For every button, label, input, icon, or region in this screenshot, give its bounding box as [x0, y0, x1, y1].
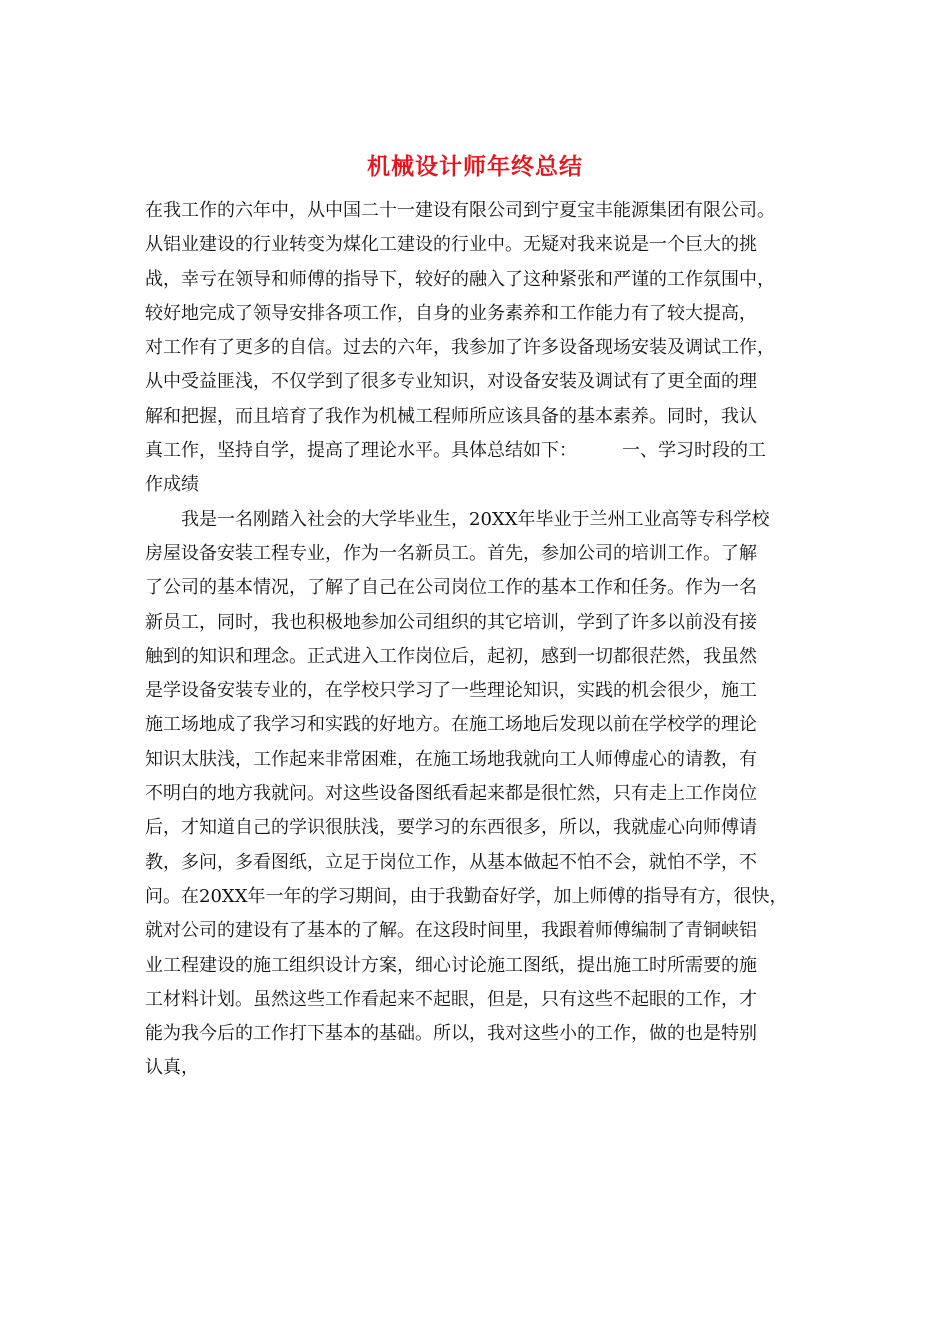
body-line: 业工程建设的施工组织设计方案，细心讨论施工图纸，提出施工时所需要的施 — [145, 954, 757, 976]
body-line: 工材料计划。虽然这些工作看起来不起眼，但是，只有这些不起眼的工作，才 — [145, 988, 757, 1010]
body-line: 真工作，坚持自学，提高了理论水平。具体总结如下： 一、学习时段的工 — [145, 440, 766, 462]
body-line: 是学设备安装专业的，在学校只学习了一些理论知识，实践的机会很少，施工 — [145, 680, 757, 702]
body-line: 战，幸亏在领导和师傅的指导下，较好的融入了这种紧张和严谨的工作氛围中， — [145, 268, 775, 290]
document-body — [145, 194, 815, 1086]
body-line: 教，多问，多看图纸，立足于岗位工作，从基本做起不怕不会，就怕不学，不 — [145, 851, 757, 873]
body-line: 就对公司的建设有了基本的了解。在这段时间里，我跟着师傅编制了青铜峡铝 — [145, 920, 757, 942]
body-line: 房屋设备安装工程专业，作为一名新员工。首先，参加公司的培训工作。了解 — [145, 542, 757, 564]
body-line: 较好地完成了领导安排各项工作，自身的业务素养和工作能力有了较大提高， — [145, 302, 757, 324]
body-line: 在我工作的六年中，从中国二十一建设有限公司到宁夏宝丰能源集团有限公司。 — [145, 200, 775, 221]
body-line: 从铝业建设的行业转变为煤化工建设的行业中。无疑对我来说是一个巨大的挑 — [145, 234, 757, 256]
body-line: 作成绩 — [145, 474, 199, 496]
body-line: 解和把握，而且培育了我作为机械工程师所应该具备的基本素养。同时，我认 — [145, 405, 757, 427]
body-line: 问。在20XX年一年的学习期间，由于我勤奋好学，加上师傅的指导有方，很快， — [145, 885, 788, 907]
body-line: 触到的知识和理念。正式进入工作岗位后，起初，感到一切都很茫然，我虽然 — [145, 645, 757, 667]
body-line: 新员工，同时，我也积极地参加公司组织的其它培训，学到了许多以前没有接 — [145, 611, 757, 633]
document-title: 机械设计师年终总结 — [367, 153, 583, 180]
body-line: 从中受益匪浅，不仅学到了很多专业知识，对设备安装及调试有了更全面的理 — [145, 371, 757, 393]
body-line: 了公司的基本情况，了解了自己在公司岗位工作的基本工作和任务。作为一名 — [145, 577, 757, 599]
body-line: 认真， — [145, 1057, 199, 1079]
body-line: 知识太肤浅，工作起来非常困难，在施工场地我就向工人师傅虚心的请教，有 — [145, 748, 757, 770]
body-line: 不明白的地方我就问。对这些设备图纸看起来都是很忙然，只有走上工作岗位 — [145, 783, 757, 805]
body-line: 能为我今后的工作打下基本的基础。所以，我对这些小的工作，做的也是特别 — [145, 1023, 757, 1045]
body-line: 对工作有了更多的自信。过去的六年，我参加了许多设备现场安装及调试工作， — [145, 337, 775, 359]
body-line: 施工场地成了我学习和实践的好地方。在施工场地后发现以前在学校学的理论 — [145, 714, 757, 736]
body-line: 我是一名刚踏入社会的大学毕业生，20XX年毕业于兰州工业高等专科学校 — [145, 508, 770, 530]
body-line: 后，才知道自己的学识很肤浅，要学习的东西很多，所以，我就虚心向师傅请 — [145, 817, 757, 839]
